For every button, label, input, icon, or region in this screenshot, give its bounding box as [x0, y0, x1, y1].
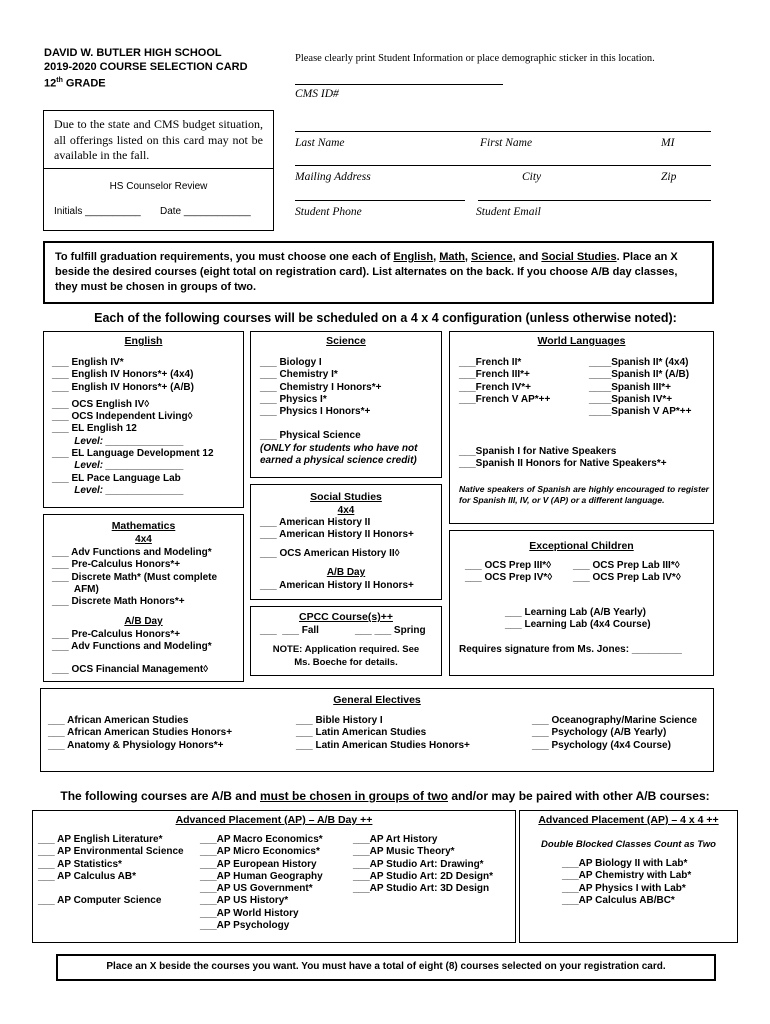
list-item[interactable]: ___ Discrete Math* (Must complete [52, 571, 218, 583]
list-item[interactable]: ___AP European History [200, 858, 317, 870]
list-item[interactable]: ___AP Studio Art: 3D Design [353, 883, 490, 895]
electives-col3 [532, 715, 697, 752]
ap-ab-col2 [200, 834, 323, 932]
ab-note: The following courses are A/B and must be chosen in groups of two and/or may be paired with other A/B courses: [60, 789, 710, 803]
list-item[interactable]: ___ AP Calculus AB* [38, 870, 137, 882]
list-item[interactable]: ___AP US Government* [200, 883, 313, 895]
list-item[interactable]: ___ Physics I Honors*+ [260, 406, 371, 418]
list-item[interactable]: ___ Psychology (A/B Yearly) [532, 727, 667, 739]
list-item[interactable]: ___ Anatomy & Physiology Honors*+ [48, 739, 224, 751]
list-item[interactable]: ___French II* [459, 357, 522, 368]
list-item[interactable]: ____Spanish II* (A/B) [589, 369, 690, 381]
list-item[interactable]: ___AP US History* [200, 895, 289, 907]
city-label: City [522, 171, 542, 183]
list-item[interactable]: ___ OCS American History II◊ [260, 547, 400, 559]
ap-ab-col3 [353, 834, 493, 895]
list-item[interactable]: ____Spanish II* (4x4) [589, 357, 689, 368]
exceptional-children-title: Exceptional Children [529, 540, 634, 552]
list-item[interactable]: ___ OCS Financial Management◊ [52, 663, 209, 675]
signature-line[interactable]: Requires signature from Ms. Jones: _________ [459, 644, 682, 655]
level-field[interactable]: Level: ______________ [52, 435, 184, 447]
cms-id-label: CMS ID# [295, 88, 339, 100]
list-item[interactable]: ___ Learning Lab (A/B Yearly) [505, 607, 646, 618]
double-blocked-note: Double Blocked Classes Count as Two [541, 839, 716, 850]
list-item[interactable]: ___AP World History [200, 907, 299, 919]
list-item[interactable]: ___ Chemistry I* [260, 369, 338, 381]
science-note: earned a physical science credit) [260, 455, 417, 467]
math-4x4-label: 4x4 [135, 534, 152, 545]
list-item[interactable]: ___French III*+ [459, 369, 530, 381]
list-item[interactable]: ___ Learning Lab (4x4 Course) [505, 619, 651, 631]
list-item[interactable]: ___ English IV Honors*+ (4x4) [52, 369, 194, 381]
list-item[interactable]: ___ American History II [260, 517, 371, 528]
list-item[interactable]: ___AP Studio Art: 2D Design* [353, 870, 494, 882]
list-item[interactable]: ___ Latin American Studies [296, 727, 427, 739]
list-item[interactable]: ____Spanish III*+ [589, 381, 671, 393]
list-item[interactable]: ___ OCS Independent Living◊ [52, 411, 193, 423]
address-line[interactable] [295, 165, 711, 166]
list-item[interactable]: ___ English IV* [52, 357, 124, 368]
english-list [52, 357, 214, 497]
email-line[interactable] [478, 200, 711, 201]
learning-lab-list [505, 607, 651, 632]
list-item[interactable]: ___ Pre-Calculus Honors*+ [52, 559, 181, 571]
list-item[interactable]: ___AP Psychology [200, 920, 290, 932]
world-languages-title: World Languages [537, 335, 626, 347]
ss-ab-label: A/B Day [326, 567, 366, 578]
science-note: (ONLY for students who have not [260, 442, 418, 454]
french-list [459, 357, 550, 406]
school-name: DAVID W. BUTLER HIGH SCHOOL [44, 47, 222, 59]
mi-label: MI [661, 137, 675, 149]
student-info-instruction: Please clearly print Student Information or place demographic sticker in this location. [295, 53, 655, 64]
social-studies-title: Social Studies [310, 491, 382, 503]
list-item[interactable]: ___AP Physics I with Lab* [562, 882, 686, 894]
school-header [44, 46, 248, 91]
list-item[interactable]: ___ EL English 12 [52, 423, 137, 435]
list-item[interactable]: ___ OCS English IV◊ [52, 398, 150, 410]
list-item: AFM) [52, 583, 99, 595]
native-speakers-note: Native speakers of Spanish are highly encouraged to register for Spanish III, IV, or V (AP) or a different language. [459, 484, 709, 505]
list-item[interactable]: ___ African American Studies [48, 715, 189, 726]
list-item[interactable]: ___Spanish II Honors for Native Speakers*+ [459, 458, 667, 470]
list-item[interactable]: ___AP Music Theory* [353, 846, 455, 858]
list-item[interactable]: ___AP Human Geography [200, 870, 323, 882]
student-phone-label: Student Phone [295, 206, 362, 218]
list-item[interactable]: ____Spanish IV*+ [589, 393, 673, 405]
list-item[interactable]: ___AP Calculus AB/BC* [562, 894, 675, 906]
list-item[interactable]: ___ Biology I [260, 357, 322, 368]
list-item[interactable]: ___ Psychology (4x4 Course) [532, 739, 671, 751]
list-item[interactable]: ___ AP Computer Science [38, 895, 162, 907]
list-item[interactable]: ___ EL Pace Language Lab [52, 472, 181, 484]
ap-ab-title: Advanced Placement (AP) – A/B Day ++ [175, 814, 373, 826]
first-name-label: First Name [480, 137, 533, 149]
math-list [52, 547, 217, 608]
list-item[interactable]: ____Spanish V AP*++ [589, 406, 692, 418]
card-title: 2019-2020 COURSE SELECTION CARD [44, 61, 248, 73]
general-electives-title: General Electives [333, 694, 421, 706]
spanish-list [589, 357, 691, 418]
cpcc-title: CPCC Course(s)++ [299, 611, 393, 623]
list-item[interactable]: ___AP Chemistry with Lab* [562, 870, 692, 882]
list-item[interactable]: ___ Pre-Calculus Honors*+ [52, 629, 181, 640]
list-item[interactable]: ___ Oceanography/Marine Science [532, 715, 698, 726]
list-item[interactable]: ___AP Studio Art: Drawing* [353, 858, 484, 870]
list-item[interactable]: ___ Adv Functions and Modeling* [52, 641, 212, 653]
list-item[interactable]: ___ Bible History I [296, 715, 383, 726]
name-line[interactable] [295, 131, 711, 132]
list-item[interactable]: ___ Discrete Math Honors*+ [52, 596, 185, 608]
math-ab-label: A/B Day [124, 616, 163, 627]
ss-list [260, 517, 414, 560]
science-list [260, 357, 417, 467]
ocs-prep-list [465, 560, 552, 585]
electives-col1 [48, 715, 232, 752]
counselor-review-title: HS Counselor Review [109, 181, 208, 192]
mailing-address-label: Mailing Address [295, 171, 371, 183]
ap-4x4-list [562, 858, 691, 907]
mathematics-title: Mathematics [111, 520, 176, 532]
native-speakers-list [459, 446, 667, 471]
student-email-label: Student Email [476, 206, 541, 218]
cpcc-fall[interactable]: ___ ___ Fall [260, 625, 319, 636]
cms-id-line[interactable] [295, 84, 503, 85]
cpcc-note: NOTE: Application required. See Ms. Boeche for details. [272, 644, 420, 668]
list-item[interactable]: ___ OCS Prep III*◊ [465, 560, 552, 571]
math-ab-list [52, 629, 212, 676]
list-item[interactable]: ___ AP Environmental Science [38, 846, 184, 858]
ss-4x4-label: 4x4 [337, 505, 355, 516]
list-item[interactable]: ___French V AP*++ [459, 393, 551, 405]
list-item[interactable]: ___ OCS Prep Lab III*◊ [573, 560, 680, 571]
list-item[interactable]: ___ Latin American Studies Honors+ [296, 739, 470, 751]
list-item[interactable]: ___French IV*+ [459, 381, 531, 393]
cpcc-spring[interactable]: ___ ___ Spring [355, 625, 426, 636]
grade-title: 12th GRADE [44, 77, 106, 90]
list-item[interactable]: ___ Adv Functions and Modeling* [52, 547, 212, 558]
science-title: Science [326, 335, 366, 347]
list-item[interactable]: ___ EL Language Development 12 [52, 448, 214, 460]
counselor-initials[interactable]: Initials __________ [54, 206, 141, 217]
list-item[interactable]: ___ AP Statistics* [38, 858, 122, 870]
last-name-label: Last Name [295, 137, 345, 149]
list-item[interactable]: ___AP Macro Economics* [200, 834, 323, 845]
instructions-box: To fulfill graduation requirements, you must choose one each of English, Math, Science, and Social Studies. Place an X beside the desired courses (eight total on registration card). List alternates on the back. If you choose A/B day classes, they must be chosen in groups of two. [43, 241, 714, 304]
budget-notice: Due to the state and CMS budget situation, all offerings listed on this card may not be available in the fall. [54, 117, 263, 162]
ocs-prep-lab-list [573, 560, 681, 585]
list-item[interactable]: ___ English IV Honors*+ (A/B) [52, 381, 194, 393]
counselor-date[interactable]: Date ____________ [160, 206, 251, 217]
list-item[interactable]: ___ American History II Honors+ [260, 529, 414, 541]
schedule-note: Each of the following courses will be scheduled on a 4 x 4 configuration (unless otherwise noted): [94, 311, 677, 325]
list-item[interactable]: ___AP Art History [353, 834, 438, 845]
zip-label: Zip [661, 171, 677, 183]
list-item[interactable]: ___AP Micro Economics* [200, 846, 320, 858]
list-item[interactable]: ___ Physics I* [260, 393, 327, 405]
ss-ab-list [260, 580, 414, 592]
counselor-divider [43, 168, 274, 169]
list-item[interactable]: ___ Chemistry I Honors*+ [260, 381, 382, 393]
ap-ab-col1 [38, 834, 184, 907]
list-item[interactable]: ___ American History II Honors+ [260, 580, 414, 591]
list-item[interactable]: ___ OCS Prep Lab IV*◊ [573, 572, 681, 584]
level-field[interactable]: Level: ______________ [52, 484, 184, 496]
list-item[interactable]: ___ AP English Literature* [38, 834, 163, 845]
electives-col2 [296, 715, 470, 752]
list-item[interactable]: ___AP Biology II with Lab* [562, 858, 688, 869]
list-item[interactable]: ___ OCS Prep IV*◊ [465, 572, 553, 584]
list-item[interactable]: ___Spanish I for Native Speakers [459, 446, 617, 457]
list-item[interactable]: ___ African American Studies Honors+ [48, 727, 233, 739]
ap-4x4-title: Advanced Placement (AP) – 4 x 4 ++ [538, 814, 719, 826]
list-item[interactable]: ___ Physical Science [260, 430, 361, 442]
phone-line[interactable] [295, 200, 465, 201]
level-field[interactable]: Level: ______________ [52, 460, 184, 472]
footer-instruction: Place an X beside the courses you want. You must have a total of eight (8) courses selected on your registration card. [106, 961, 666, 972]
english-title: English [124, 335, 163, 347]
